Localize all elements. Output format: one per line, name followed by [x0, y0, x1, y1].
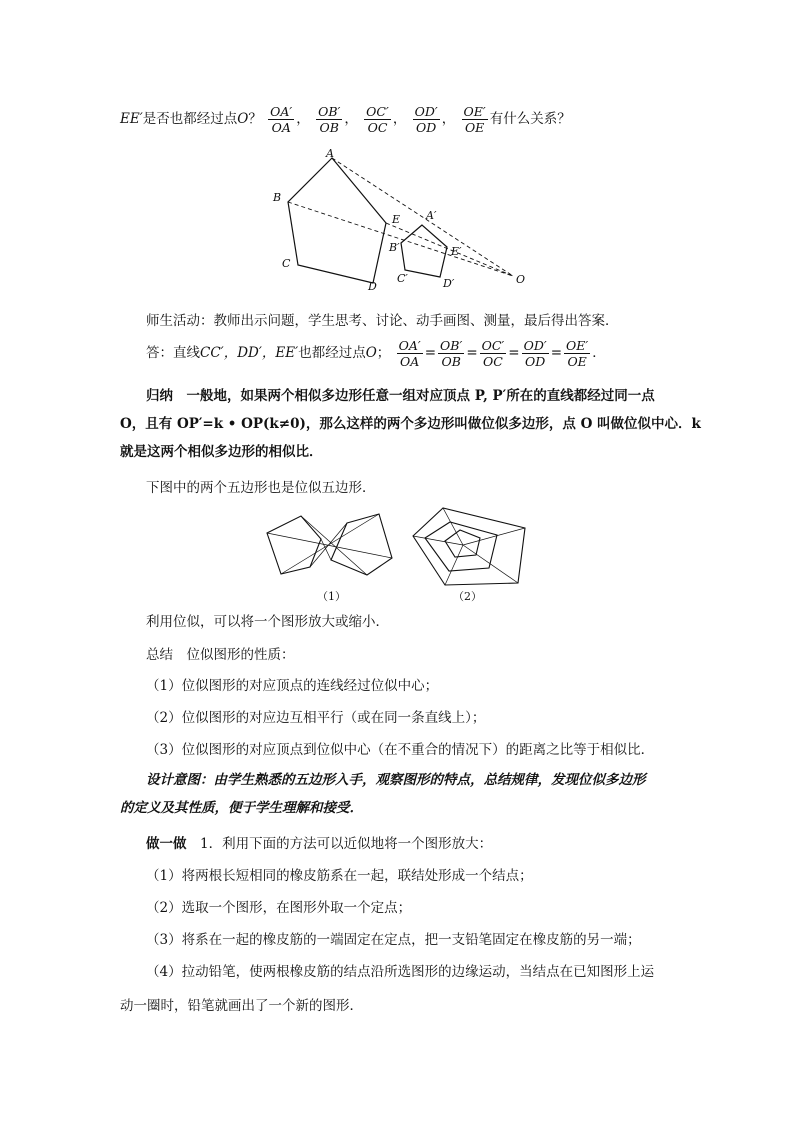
ratio-fraction: $\frac{OB'}{OB}$ — [318, 104, 341, 135]
ratio-fraction: $\frac{OE'}{OE}$ — [566, 338, 589, 369]
question-line: EE′是否也都经过点O？ $\frac{OA'}{OA}$ ， $\frac{OB'}{OB}$ ， $\frac{OC'}{OC}$ ， $\frac{OD'}{OD}$ ， $\frac{OE'}{OE}$ 有什么关系？ — [120, 104, 571, 135]
teacher-activity: 师生活动：教师出示问题，学生思考、讨论、动手画图、测量，最后得出答案． — [146, 313, 619, 329]
question-text: 是否也都经过点 — [142, 111, 238, 127]
do-it-step-4: （4）拉动铅笔，使两根橡皮筋的结点沿所选图形的边缘运动，当结点在已知图形上运 — [146, 964, 655, 980]
conclusion-title: 总结 位似图形的性质： — [146, 647, 295, 663]
vertex-label-d: D — [368, 280, 377, 293]
figure-caption-1: （1） — [317, 590, 346, 603]
conclusion-item-1: （1）位似图形的对应顶点的连线经过位似中心； — [146, 678, 439, 694]
question-tail: 有什么关系？ — [489, 111, 571, 127]
large-pentagon — [288, 158, 386, 283]
ratio-fraction: $\frac{OB'}{OB}$ — [440, 338, 463, 369]
vertex-label-e: E — [392, 213, 401, 226]
ratio-fraction: $\frac{OC'}{OC}$ — [366, 104, 389, 135]
summary-line-2: O，且有 OP′=k • OP(k≠0)，那么这样的两个多边形叫做位似多边形，点 O 叫做位似中心．k — [120, 416, 701, 432]
dashed-rays — [288, 158, 513, 276]
vertex-label-e-prime: E′ — [451, 245, 462, 258]
summary-line-3: 就是这两个相似多边形的相似比． — [120, 444, 323, 460]
pentagon-homothety-figure — [260, 145, 540, 295]
use-statement: 利用位似，可以将一个图形放大或缩小． — [146, 614, 389, 630]
design-intent-2: 的定义及其性质，便于学生理解和接受． — [120, 800, 363, 816]
ratio-fraction: $\frac{OC'}{OC}$ — [481, 338, 505, 369]
answer-line: 答：直线CC′，DD′，EE′也都经过点O； $\frac{OA'}{OA}$ = $\frac{OB'}{OB}$ = $\frac{OC'}{OC}$ = $\frac{OD'}{OD}$ = $\frac{OE'}{OE}$ ． — [146, 338, 606, 369]
do-it-intro: 做一做 1．利用下面的方法可以近似地将一个图形放大： — [146, 836, 493, 852]
fig2-middle-pentagon — [425, 522, 497, 571]
vertex-label-a: A — [326, 147, 334, 160]
vertex-label-b-prime: B′ — [389, 241, 400, 254]
ratio-fraction: $\frac{OD'}{OD}$ — [414, 104, 438, 135]
fig1-left-pentagon — [267, 516, 321, 574]
conclusion-item-2: （2）位似图形的对应边互相平行（或在同一条直线上）； — [146, 710, 486, 726]
fig2-rays — [413, 508, 525, 585]
vertex-label-d-prime: D′ — [443, 277, 455, 290]
fig2-outer-pentagon — [413, 508, 525, 585]
ratio-fraction: $\frac{OA'}{OA}$ — [398, 338, 421, 369]
question-mark: ？ — [248, 111, 262, 127]
small-pentagon — [401, 225, 447, 277]
ratio-fraction: $\frac{OA'}{OA}$ — [270, 104, 293, 135]
point-label: O — [237, 111, 249, 127]
homothetic-pentagons-examples — [255, 500, 545, 610]
vertex-label-c: C — [282, 257, 291, 270]
fig1-right-pentagon — [331, 514, 392, 575]
do-it-step-4-cont: 动一圈时，铅笔就画出了一个新的图形． — [120, 998, 363, 1014]
vertex-label-a-prime: A′ — [426, 209, 437, 222]
ratio-fraction: $\frac{OD'}{OD}$ — [523, 338, 547, 369]
vertex-label-c-prime: C′ — [397, 272, 408, 285]
do-it-step-3: （3）将系在一起的橡皮筋的一端固定在定点，把一支铅笔固定在橡皮筋的另一端； — [146, 932, 641, 948]
figure-caption-2: （2） — [453, 590, 482, 603]
figure-intro: 下图中的两个五边形也是位似五边形． — [146, 480, 376, 496]
design-intent-1: 设计意图：由学生熟悉的五边形入手，观察图形的特点，总结规律，发现位似多边形 — [146, 772, 646, 788]
summary-line-1: 归纳 一般地，如果两个相似多边形任意一组对应顶点 P, P′所在的直线都经过同一点 — [146, 388, 655, 404]
center-label-o: O — [516, 273, 526, 286]
conclusion-item-3: （3）位似图形的对应顶点到位似中心（在不重合的情况下）的距离之比等于相似比． — [146, 742, 655, 758]
do-it-step-2: （2）选取一个图形，在图形外取一个定点； — [146, 900, 412, 916]
segment-label: EE′ — [120, 111, 143, 127]
do-it-step-1: （1）将两根长短相同的橡皮筋系在一起，联结处形成一个结点； — [146, 868, 533, 884]
vertex-label-b: B — [273, 191, 282, 204]
ratio-fraction: $\frac{OE'}{OE}$ — [463, 104, 486, 135]
